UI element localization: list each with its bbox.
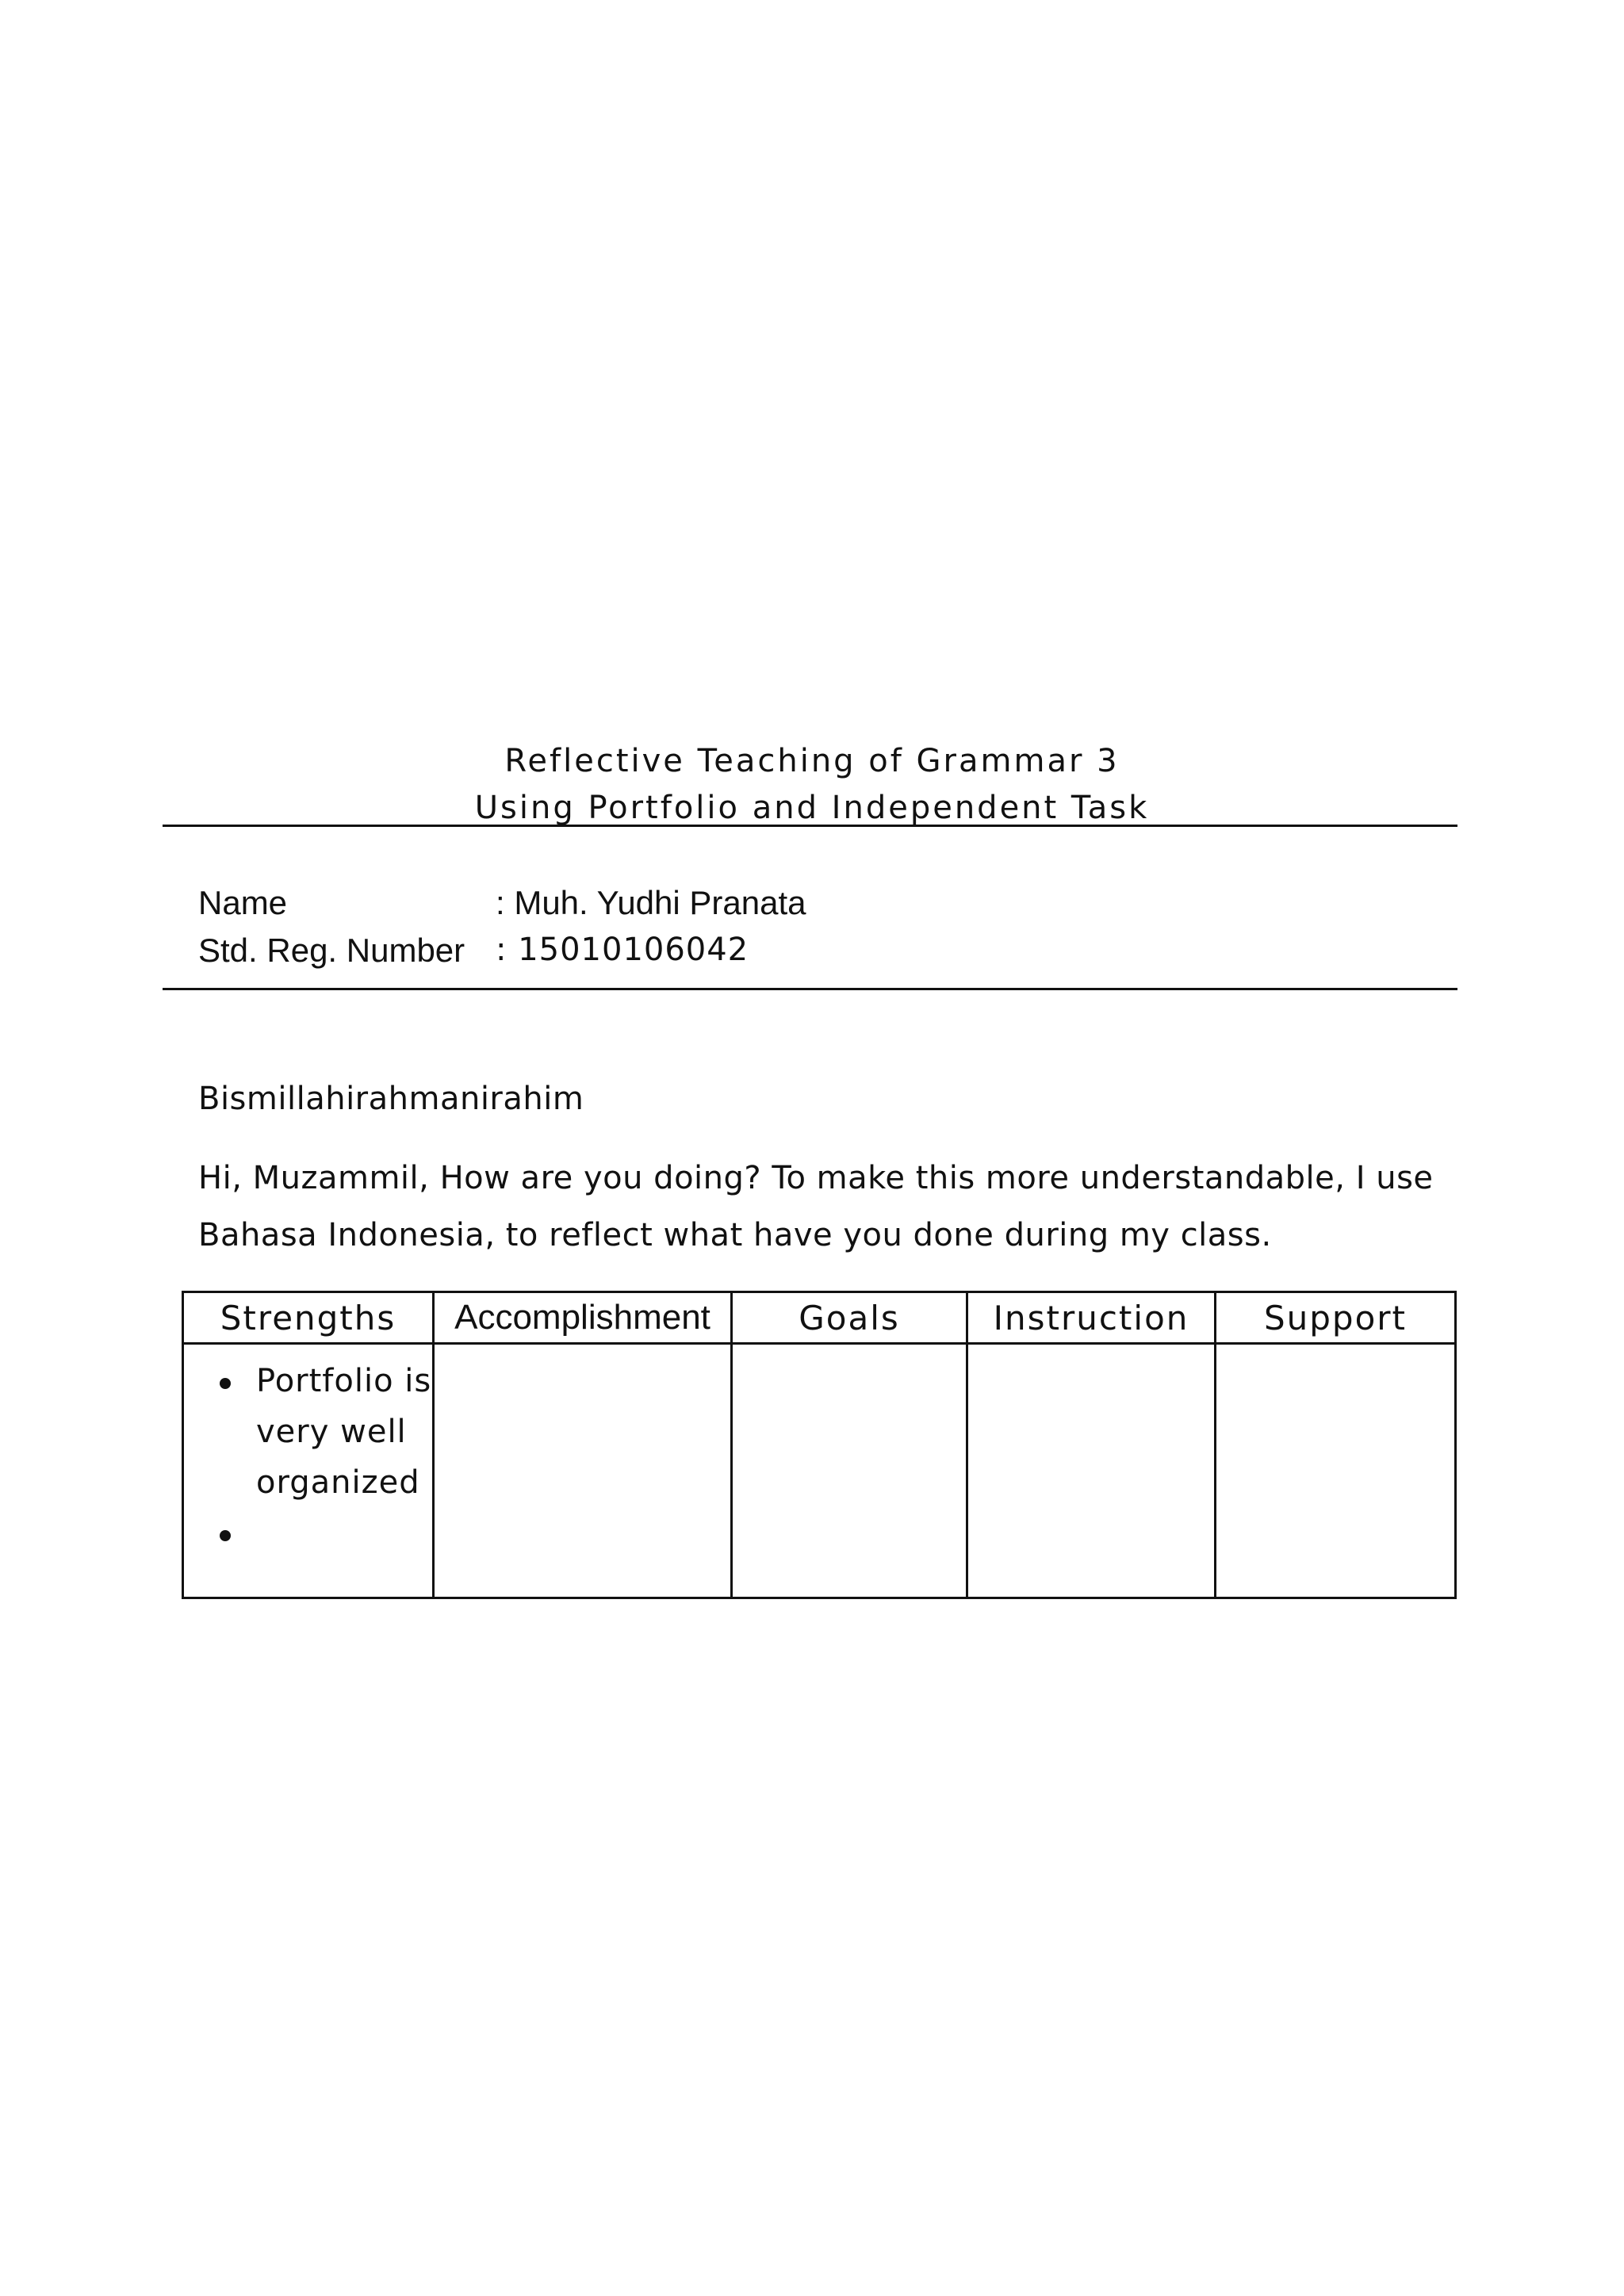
goals-cell [732,1344,967,1598]
document-title: Reflective Teaching of Grammar 3 [504,743,1120,779]
instruction-cell [967,1344,1216,1598]
reflection-table-container [182,1291,1454,1599]
table-row [183,1344,1456,1598]
support-cell [1216,1344,1456,1598]
column-header-strengths: Strengths [183,1292,434,1344]
reg-number-value: : 15010106042 [496,932,749,968]
bottom-divider [163,988,1457,990]
column-header-accomplishment: Accomplishment [434,1292,732,1344]
strengths-list [184,1345,432,1559]
column-header-instruction: Instruction [967,1292,1216,1344]
strengths-item-empty [184,1508,432,1559]
column-header-goals: Goals [732,1292,967,1344]
intro-line-2: Bahasa Indonesia, to reflect what have you done during my class. [198,1217,1272,1253]
table-header-row [183,1292,1456,1344]
accomplishment-cell [434,1344,732,1598]
intro-paragraph [198,1150,1467,1264]
document-subtitle: Using Portfolio and Independent Task [474,790,1150,826]
column-header-support: Support [1216,1292,1456,1344]
greeting-text: Bismillahirahmanirahim [198,1081,584,1117]
intro-line-1: Hi, Muzammil, How are you doing? To make this more understandable, I use [198,1160,1434,1196]
top-divider [163,825,1457,827]
reg-number-label: Std. Reg. Number [198,932,465,969]
reflection-table [182,1291,1457,1599]
strengths-item: Portfolio is very well organized [184,1356,432,1508]
name-label: Name [198,884,288,921]
strengths-cell [183,1344,434,1598]
name-value: : Muh. Yudhi Pranata [496,884,806,921]
